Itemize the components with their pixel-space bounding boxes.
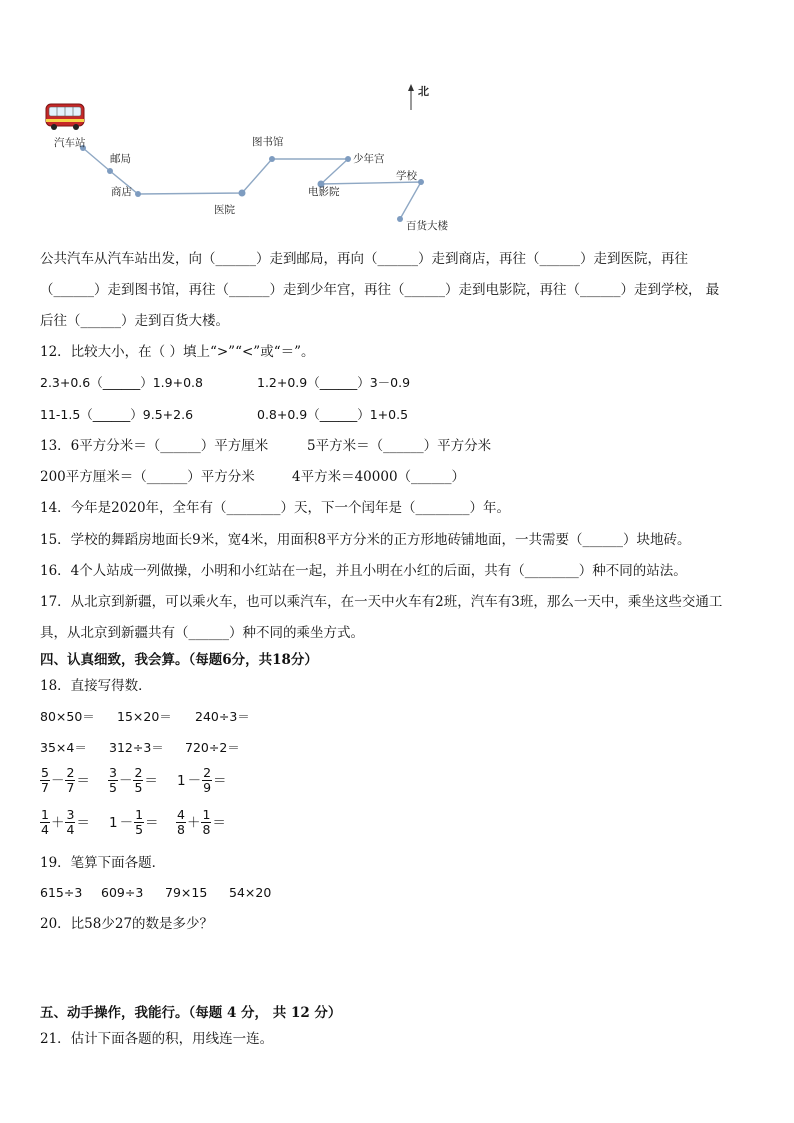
operator: － — [119, 814, 134, 831]
q12-row1b: 1.2+0.9（______）3－0.9 — [257, 375, 411, 390]
label-department-store: 百货大楼 — [406, 220, 448, 232]
frac-denominator: 7 — [41, 780, 49, 795]
q12-title: 12．比较大小，在（ ）填上“>”“<”或“＝”。 — [40, 344, 315, 360]
q13-row1a: 13．6平方分米＝（______）平方厘米 — [40, 438, 269, 454]
label-youth-palace: 少年宫 — [353, 153, 385, 165]
stop-youth-palace — [345, 156, 351, 162]
q11-line1: 公共汽车从汽车站出发，向（______）走到邮局，再向（______）走到商店，再往（______）走到医院，再往 — [40, 251, 688, 267]
q17-line2: 具，从北京到新疆共有（______）种不同的乘坐方式。 — [40, 625, 364, 641]
q18-row2-a: 35×4＝ — [40, 740, 87, 755]
route-map — [40, 80, 480, 240]
frac-denominator: 4 — [41, 822, 49, 837]
q13-row1b: 5平方米＝（______）平方分米 — [307, 438, 492, 454]
q18-frac-b2 — [108, 808, 160, 837]
frac-numerator: 5 — [41, 765, 49, 780]
frac-denominator: 9 — [203, 780, 212, 795]
equals: ＝ — [76, 772, 90, 789]
frac-numerator: 2 — [66, 765, 75, 780]
label-library: 图书馆 — [252, 136, 284, 148]
q18-row1-a: 80×50＝ — [40, 709, 95, 724]
equals: ＝ — [212, 814, 226, 831]
frac-numerator: 3 — [109, 765, 117, 780]
north-label: 北 — [418, 85, 429, 98]
frac-numerator: 1 — [41, 807, 49, 822]
stop-hospital — [239, 190, 246, 197]
q15: 15．学校的舞蹈房地面长9米，宽4米，用面积8平方分米的正方形地砖铺地面，一共需要（______）块地砖。 — [40, 532, 691, 548]
stop-shop — [135, 191, 141, 197]
frac-denominator: 5 — [109, 780, 117, 795]
stop-department-store — [397, 216, 403, 222]
q17-line1: 17．从北京到新疆，可以乘火车，也可以乘汽车，在一天中火车有2班，汽车有3班，那么一天中，乘坐这些交通工 — [40, 594, 723, 610]
stop-school — [418, 179, 424, 185]
q18-frac-a2 — [108, 766, 159, 795]
frac-denominator: 5 — [134, 780, 143, 795]
q18-frac-a3 — [176, 766, 228, 795]
frac-numerator: 1 — [202, 807, 211, 822]
q18-frac-b1 — [40, 808, 91, 837]
bus-icon — [46, 104, 84, 130]
q14: 14．今年是2020年，全年有（________）天，下一个闰年是（________）年。 — [40, 500, 511, 516]
frac-numerator: 1 — [135, 807, 144, 822]
q18-frac-a1 — [40, 766, 91, 795]
q13-row2b: 4平方米＝40000（______） — [292, 469, 466, 485]
stop-post-office — [107, 168, 113, 174]
frac-denominator: 7 — [66, 780, 75, 795]
operator: ＋ — [50, 814, 65, 831]
equals: ＝ — [213, 772, 227, 789]
q18-row1-c: 240÷3＝ — [195, 709, 250, 724]
q12-row2b: 0.8+0.9（______）1+0.5 — [257, 407, 409, 422]
label-bus-station: 汽车站 — [54, 137, 86, 149]
operator: － — [187, 772, 202, 789]
q19-item-4: 54×20 — [229, 885, 272, 900]
q12-row1a: 2.3+0.6（______）1.9+0.8 — [40, 375, 203, 390]
label-school: 学校 — [396, 170, 417, 182]
q19-item-2: 609÷3 — [101, 885, 144, 900]
q18-title: 18．直接写得数． — [40, 678, 152, 694]
equals: ＝ — [145, 814, 159, 831]
q12-row2a: 11-1.5（______）9.5+2.6 — [40, 407, 194, 422]
q19-item-1: 615÷3 — [40, 885, 83, 900]
stop-library — [269, 156, 275, 162]
frac-numerator: 4 — [177, 807, 185, 822]
operator: ＋ — [186, 814, 201, 831]
operator: － — [118, 772, 133, 789]
equals: ＝ — [76, 814, 90, 831]
label-post-office: 邮局 — [110, 153, 131, 165]
frac-denominator: 8 — [177, 822, 185, 837]
q21: 21．估计下面各题的积，用线连一连。 — [40, 1031, 274, 1047]
whole-number: 1 — [177, 772, 186, 789]
frac-numerator: 2 — [203, 765, 212, 780]
label-cinema: 电影院 — [308, 186, 340, 198]
label-hospital: 医院 — [214, 204, 235, 216]
label-shop: 商店 — [111, 186, 132, 198]
q19-title: 19．笔算下面各题． — [40, 855, 166, 871]
frac-numerator: 3 — [66, 807, 75, 822]
q18-row2-b: 312÷3＝ — [109, 740, 164, 755]
frac-numerator: 2 — [134, 765, 143, 780]
frac-denominator: 4 — [66, 822, 75, 837]
q18-row2-c: 720÷2＝ — [185, 740, 240, 755]
q18-frac-b3 — [176, 808, 227, 837]
operator: － — [50, 772, 65, 789]
q18-row1-b: 15×20＝ — [117, 709, 172, 724]
north-arrow-icon — [408, 84, 414, 110]
q11-line2: （______）走到图书馆，再往（______）走到少年宫，再往（______）走到电影院，再往（______）走到学校， 最 — [40, 282, 720, 298]
frac-denominator: 5 — [135, 822, 144, 837]
section5-heading: 五、动手操作，我能行。（每题 4 分， 共 12 分） — [40, 1005, 342, 1021]
q11-line3: 后往（______）走到百货大楼。 — [40, 313, 229, 329]
equals: ＝ — [144, 772, 158, 789]
q20: 20．比58少27的数是多少？ — [40, 916, 214, 932]
q13-row2a: 200平方厘米＝（______）平方分米 — [40, 469, 255, 485]
section4-heading: 四、认真细致，我会算。（每题6分，共18分） — [40, 652, 318, 668]
q16: 16．4个人站成一列做操，小明和小红站在一起，并且小明在小红的后面，共有（________）种不同的站法。 — [40, 563, 687, 579]
q19-item-3: 79×15 — [165, 885, 208, 900]
whole-number: 1 — [109, 814, 118, 831]
frac-denominator: 8 — [202, 822, 211, 837]
